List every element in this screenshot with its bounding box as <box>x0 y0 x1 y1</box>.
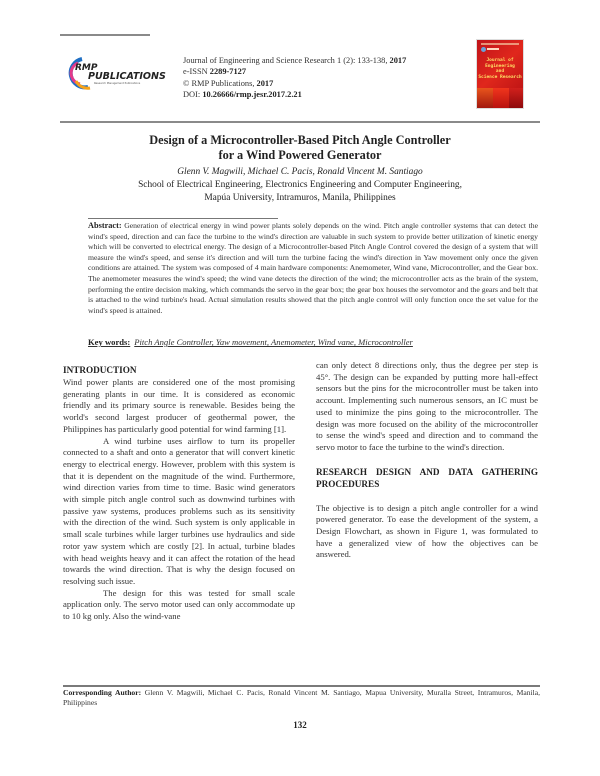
journal-info <box>183 55 406 101</box>
abstract-text: Generation of electrical energy in wind power plants solely depends on the wind. Pitch angle controller systems that can detect the wind's speed, direction and can face the turbine to the wind's direction are valuable in such system to provide better utilization of kinetic energy which will be converted to electrical energy. The design of a Microcontroller-based Pitch Angle Control covered the design of a system that will measure the wind's speed, and sense it's direction and will turn the turbine facing the wind's direction in Yaw movement only once the given conditions are attained. The system was composed of 4 main hardware components: Anemometer, Wind vane, Microcontroller, and the Gear box. The anemometer measures the wind's speed; the wind vane detects the direction of the wind; the microcontroller acts as the brain of the system, performing the entire decision making, which commands the servo in the gear box; the gear box houses the servomotor and the gears and belt that is attached to the wind turbine's head. Actual simulation results showed that the pitch angle control will only function once the set value for the wind's speed is attained. <box>88 221 538 315</box>
abstract-label: Abstract: <box>88 221 122 230</box>
keywords <box>88 337 413 347</box>
journal-citation: Journal of Engineering and Science Research 1 (2): 133-138, 2017 <box>183 56 407 65</box>
footnote-rule <box>63 685 540 687</box>
header-top-rule <box>60 34 150 36</box>
rmp-logo-icon <box>68 53 178 93</box>
cover-title: Journal of Engineering and Science Research <box>478 58 522 80</box>
corresponding-label: Corresponding Author: <box>63 688 142 697</box>
corresponding-author-note <box>63 688 540 709</box>
copyright: © RMP Publications, 2017 <box>183 78 274 88</box>
paper-title: Design of a Microcontroller-Based Pitch Angle Controller for a Wind Powered Generator <box>149 133 451 162</box>
intro-paragraph-3: The design for this was tested for small scale application only. The servo motor used can only accommodate up to 10 kg only. Also the wind-vane <box>63 587 295 622</box>
eissn: e-ISSN 2289-7127 <box>183 67 247 77</box>
publisher-logo <box>68 53 178 93</box>
page-number: 132 <box>293 720 307 730</box>
doi: DOI: 10.26666/rmp.jesr.2017.2.21 <box>183 90 302 100</box>
intro-paragraph-2: A wind turbine uses airflow to turn its propeller connected to a shaft and onto a generator that will convert kinetic energy to electrical energy. However, problem with this system is that it is dependent on the magnitude of the wind. Furthermore, wind direction varies from time to time. Basic wind generators with simple pitch angle control such as downwind turbines with passive yaw systems, produces problems such as its sensitivity with the direction of the wind. Such system is only applicable in small scale turbines while larger turbines use hydraulics and side rotor yaw system which are costly [2]. In actual, turbine blades with head weights heavy and it can affect the rotation of the head towards the wind direction. That is why the design focused on resolving such issue. <box>63 435 295 586</box>
affiliation: School of Electrical Engineering, Electronics Engineering and Computer Engineering, <box>138 180 462 190</box>
corresponding-text: Glenn V. Magwili, Michael C. Pacis, Ronald Vincent M. Santiago, Mapua University, Muralla Street, Intramuros, Manila, Philippines <box>63 688 540 708</box>
doi-link[interactable]: 10.26666/rmp.jesr.2017.2.21 <box>202 90 302 100</box>
research-design-heading: RESEARCH DESIGN AND DATA GATHERING PROCEDURES <box>316 466 538 489</box>
author-block <box>0 166 600 205</box>
header-bottom-rule <box>60 121 540 123</box>
left-column <box>63 364 295 623</box>
author-names: Glenn V. Magwili, Michael C. Pacis, Ronald Vincent M. Santiago <box>177 167 423 177</box>
journal-cover-image <box>477 40 523 108</box>
introduction-heading: INTRODUCTION <box>63 365 137 375</box>
intro-paragraph-1: Wind power plants are considered one of the most promising generating plants in our time. It is considered as economic friendly and its primary source is renewable. Besides being the world's second largest producer of geothermal power, the Philippines has particularly good potential for wind farming [1]. <box>63 377 295 434</box>
svg-text:Research Management Publicatio: Research Management Publications <box>94 82 141 85</box>
abstract-rule <box>88 218 278 219</box>
keywords-label: Key words: <box>88 337 131 347</box>
svg-text:PUBLICATIONS: PUBLICATIONS <box>88 71 166 82</box>
right-column <box>316 360 538 561</box>
svg-text:RMP: RMP <box>75 63 98 73</box>
cover-logo-icon <box>481 47 486 52</box>
keywords-text: Pitch Angle Controller, Yaw movement, Anemometer, Wind vane, Microcontroller <box>134 337 413 347</box>
research-paragraph-1: The objective is to design a pitch angle controller for a wind powered generator. To ease the development of the system, a Design Flowchart, as shown in Figure 1, was formulated to have a generalized view of how the objectives can be answered. <box>316 502 538 560</box>
abstract <box>88 221 538 316</box>
affiliation-location: Mapúa University, Intramuros, Manila, Philippines <box>204 193 396 203</box>
intro-paragraph-continued: can only detect 8 directions only, thus the degree per step is 45°. The design can be expanded by putting more hall-effect sensors but the pins for the microcontroller must be taken into account. Implementing such numerous sensors, an IC must be used to minimize the pins going to the microcontroller. The design was more focused on the ability of the microcontroller to sense the wind's speed and direction and to command the servo motor to face the turbine to the wind's direction. <box>316 360 538 452</box>
